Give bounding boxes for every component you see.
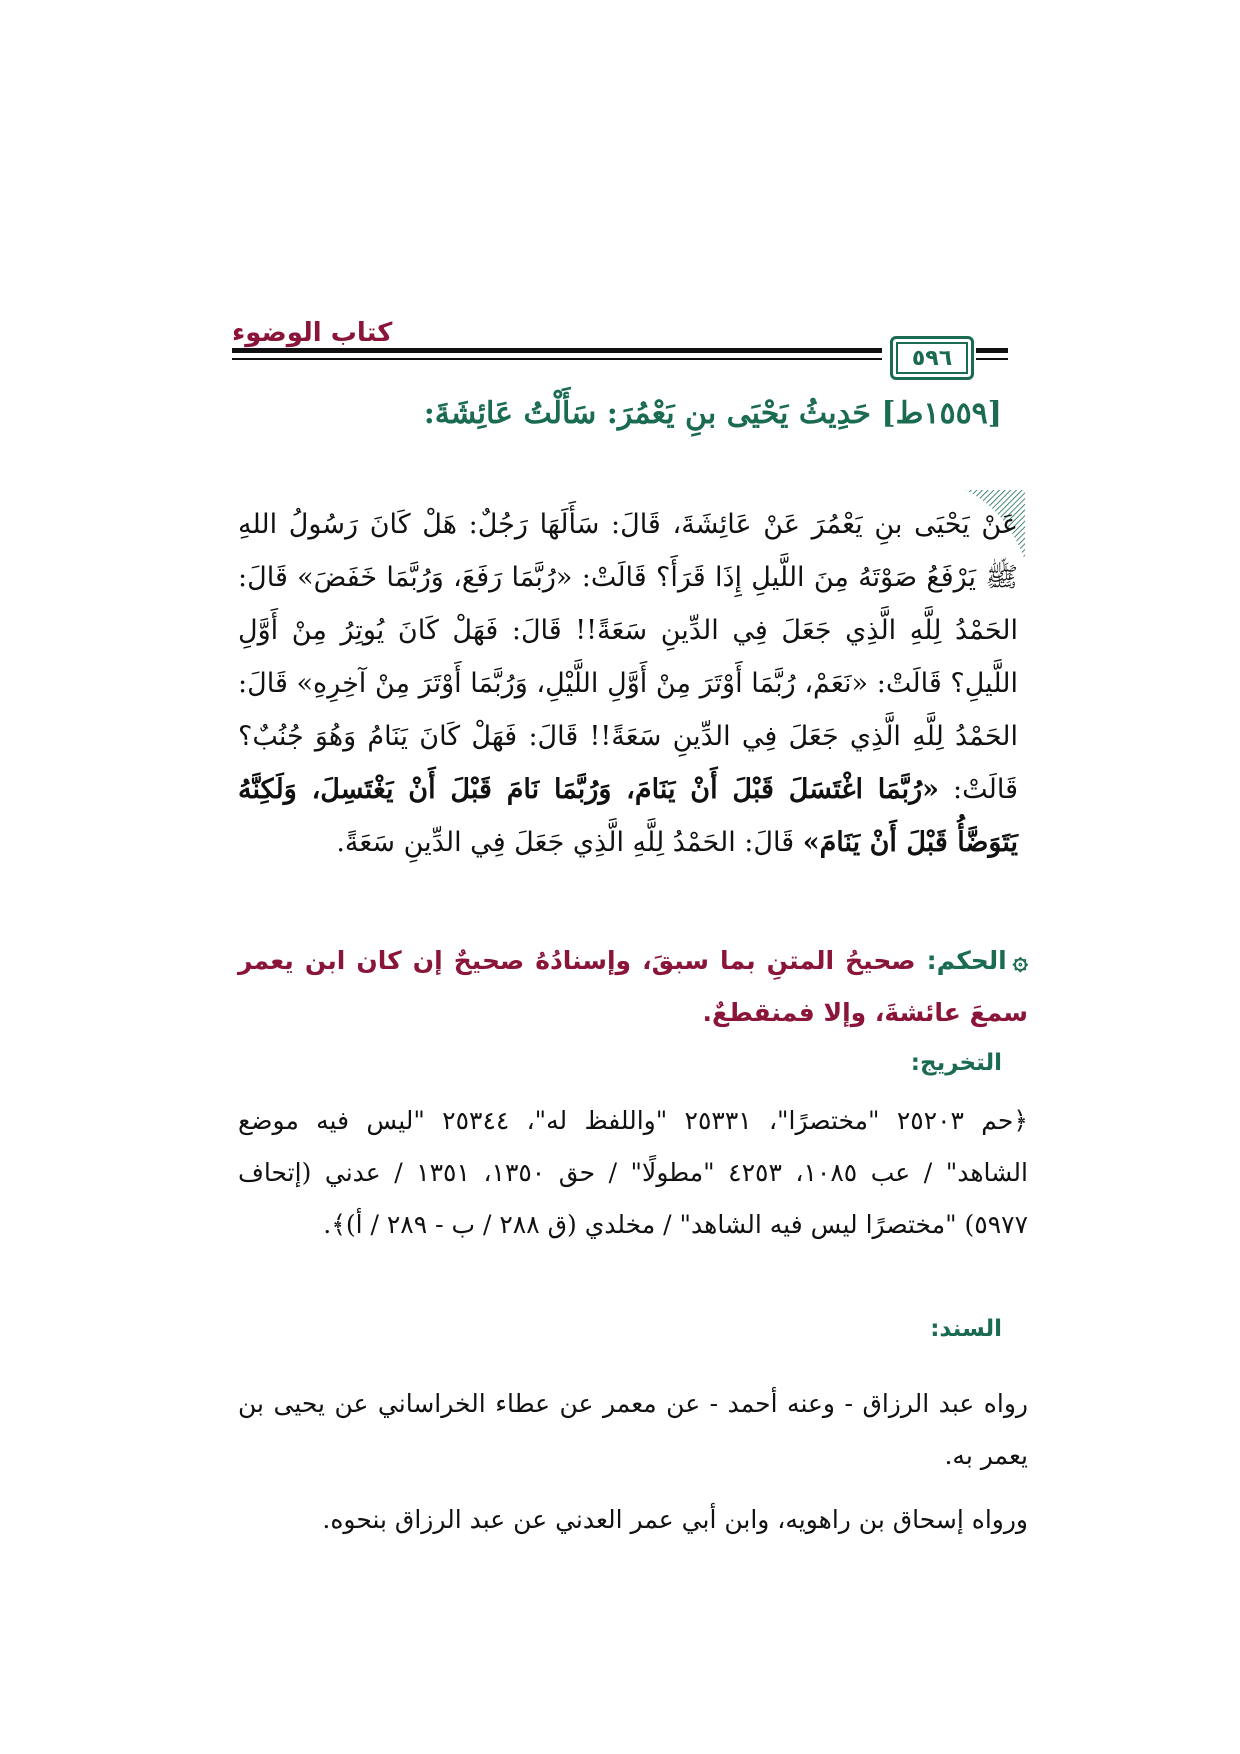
- hadith-text-bold: «رُبَّمَا اغْتَسَلَ قَبْلَ أَنْ يَنَامَ، وَرُبَّمَا نَامَ قَبْلَ أَنْ يَغْتَسِلَ، وَلَكِنَّهُ يَتَوَضَّأُ قَبْلَ أَنْ يَنَامَ»: [238, 774, 1018, 858]
- hadith-text-part2: قَالَ: الحَمْدُ لِلَّهِ الَّذِي جَعَلَ فِي الدِّينِ سَعَةً.: [336, 827, 803, 858]
- header-rule-thin-left: [232, 358, 882, 360]
- sanad-paragraph-2: ورواه إسحاق بن راهويه، وابن أبي عمر العدني عن عبد الرزاق بنحوه.: [322, 1505, 1028, 1534]
- hadith-heading: [١٥٥٩ط] حَدِيثُ يَحْيَى بنِ يَعْمُرَ: سَأَلْتُ عَائِشَةَ:: [423, 396, 1002, 431]
- sanad-paragraph-1: رواه عبد الرزاق - وعنه أحمد - عن معمر عن عطاء الخراساني عن يحيى بن يعمر به.: [238, 1389, 1028, 1470]
- hadith-text: [238, 498, 1018, 869]
- takhrij-text: ﴿حم ٢٥٢٠٣ "مختصرًا"، ٢٥٣٣١ "واللفظ له"، ٢٥٣٤٤ "ليس فيه موضع الشاهد" / عب ١٠٨٥، ٤٢٥٣ "مطولًا" / حق ١٣٥٠، ١٣٥١ / عدني (إتحاف ٥٩٧٧) "مختصرًا ليس فيه الشاهد" / مخلدي (ق ٢٨٨ / ب - ٢٨٩ / أ)﴾.: [238, 1106, 1028, 1239]
- header-rule-thin-right: [976, 358, 1008, 360]
- ruling-paragraph: [238, 935, 1028, 1039]
- header-rule-thick-left: [232, 348, 882, 353]
- page-number-badge: ٥٩٦: [890, 336, 974, 380]
- hadith-text-part1: عَنْ يَحْيَى بنِ يَعْمُرَ عَنْ عَائِشَةَ، قَالَ: سَأَلَهَا رَجُلٌ: هَلْ كَانَ رَسُولُ اللهِ ﷺ يَرْفَعُ صَوْتَهُ مِنَ اللَّيلِ إِذَا قَرَأَ؟ قَالَتْ: «رُبَّمَا رَفَعَ، وَرُبَّمَا خَفَضَ» قَالَ: الحَمْدُ لِلَّهِ الَّذِي جَعَلَ فِي الدِّينِ سَعَةً!! قَالَ: فَهَلْ كَانَ يُوتِرُ مِنْ أَوَّلِ اللَّيلِ؟ قَالَتْ: «نَعَمْ، رُبَّمَا أَوْتَرَ مِنْ أَوَّلِ اللَّيْلِ، وَرُبَّمَا أَوْتَرَ مِنْ آخِرِهِ» قَالَ: الحَمْدُ لِلَّهِ الَّذِي جَعَلَ فِي الدِّينِ سَعَةً!! قَالَ: فَهَلْ كَانَ يَنَامُ وَهُوَ جُنُبٌ؟ قَالَتْ:: [238, 509, 1019, 805]
- sanad-title: السند:: [930, 1316, 1002, 1342]
- book-title: كتاب الوضوء: [232, 318, 393, 348]
- ruling-label: الحكم:: [926, 946, 1007, 975]
- ruling-text: صحيحُ المتنِ بما سبقَ، وإسنادُهُ صحيحٌ إن كان ابن يعمر سمعَ عائشةَ، وإلا فمنقطعٌ.: [238, 946, 1028, 1027]
- ornament-icon: ۞: [1012, 946, 1028, 976]
- header-rule-thick-right: [976, 348, 1008, 353]
- takhrij-title: التخريج:: [910, 1050, 1002, 1076]
